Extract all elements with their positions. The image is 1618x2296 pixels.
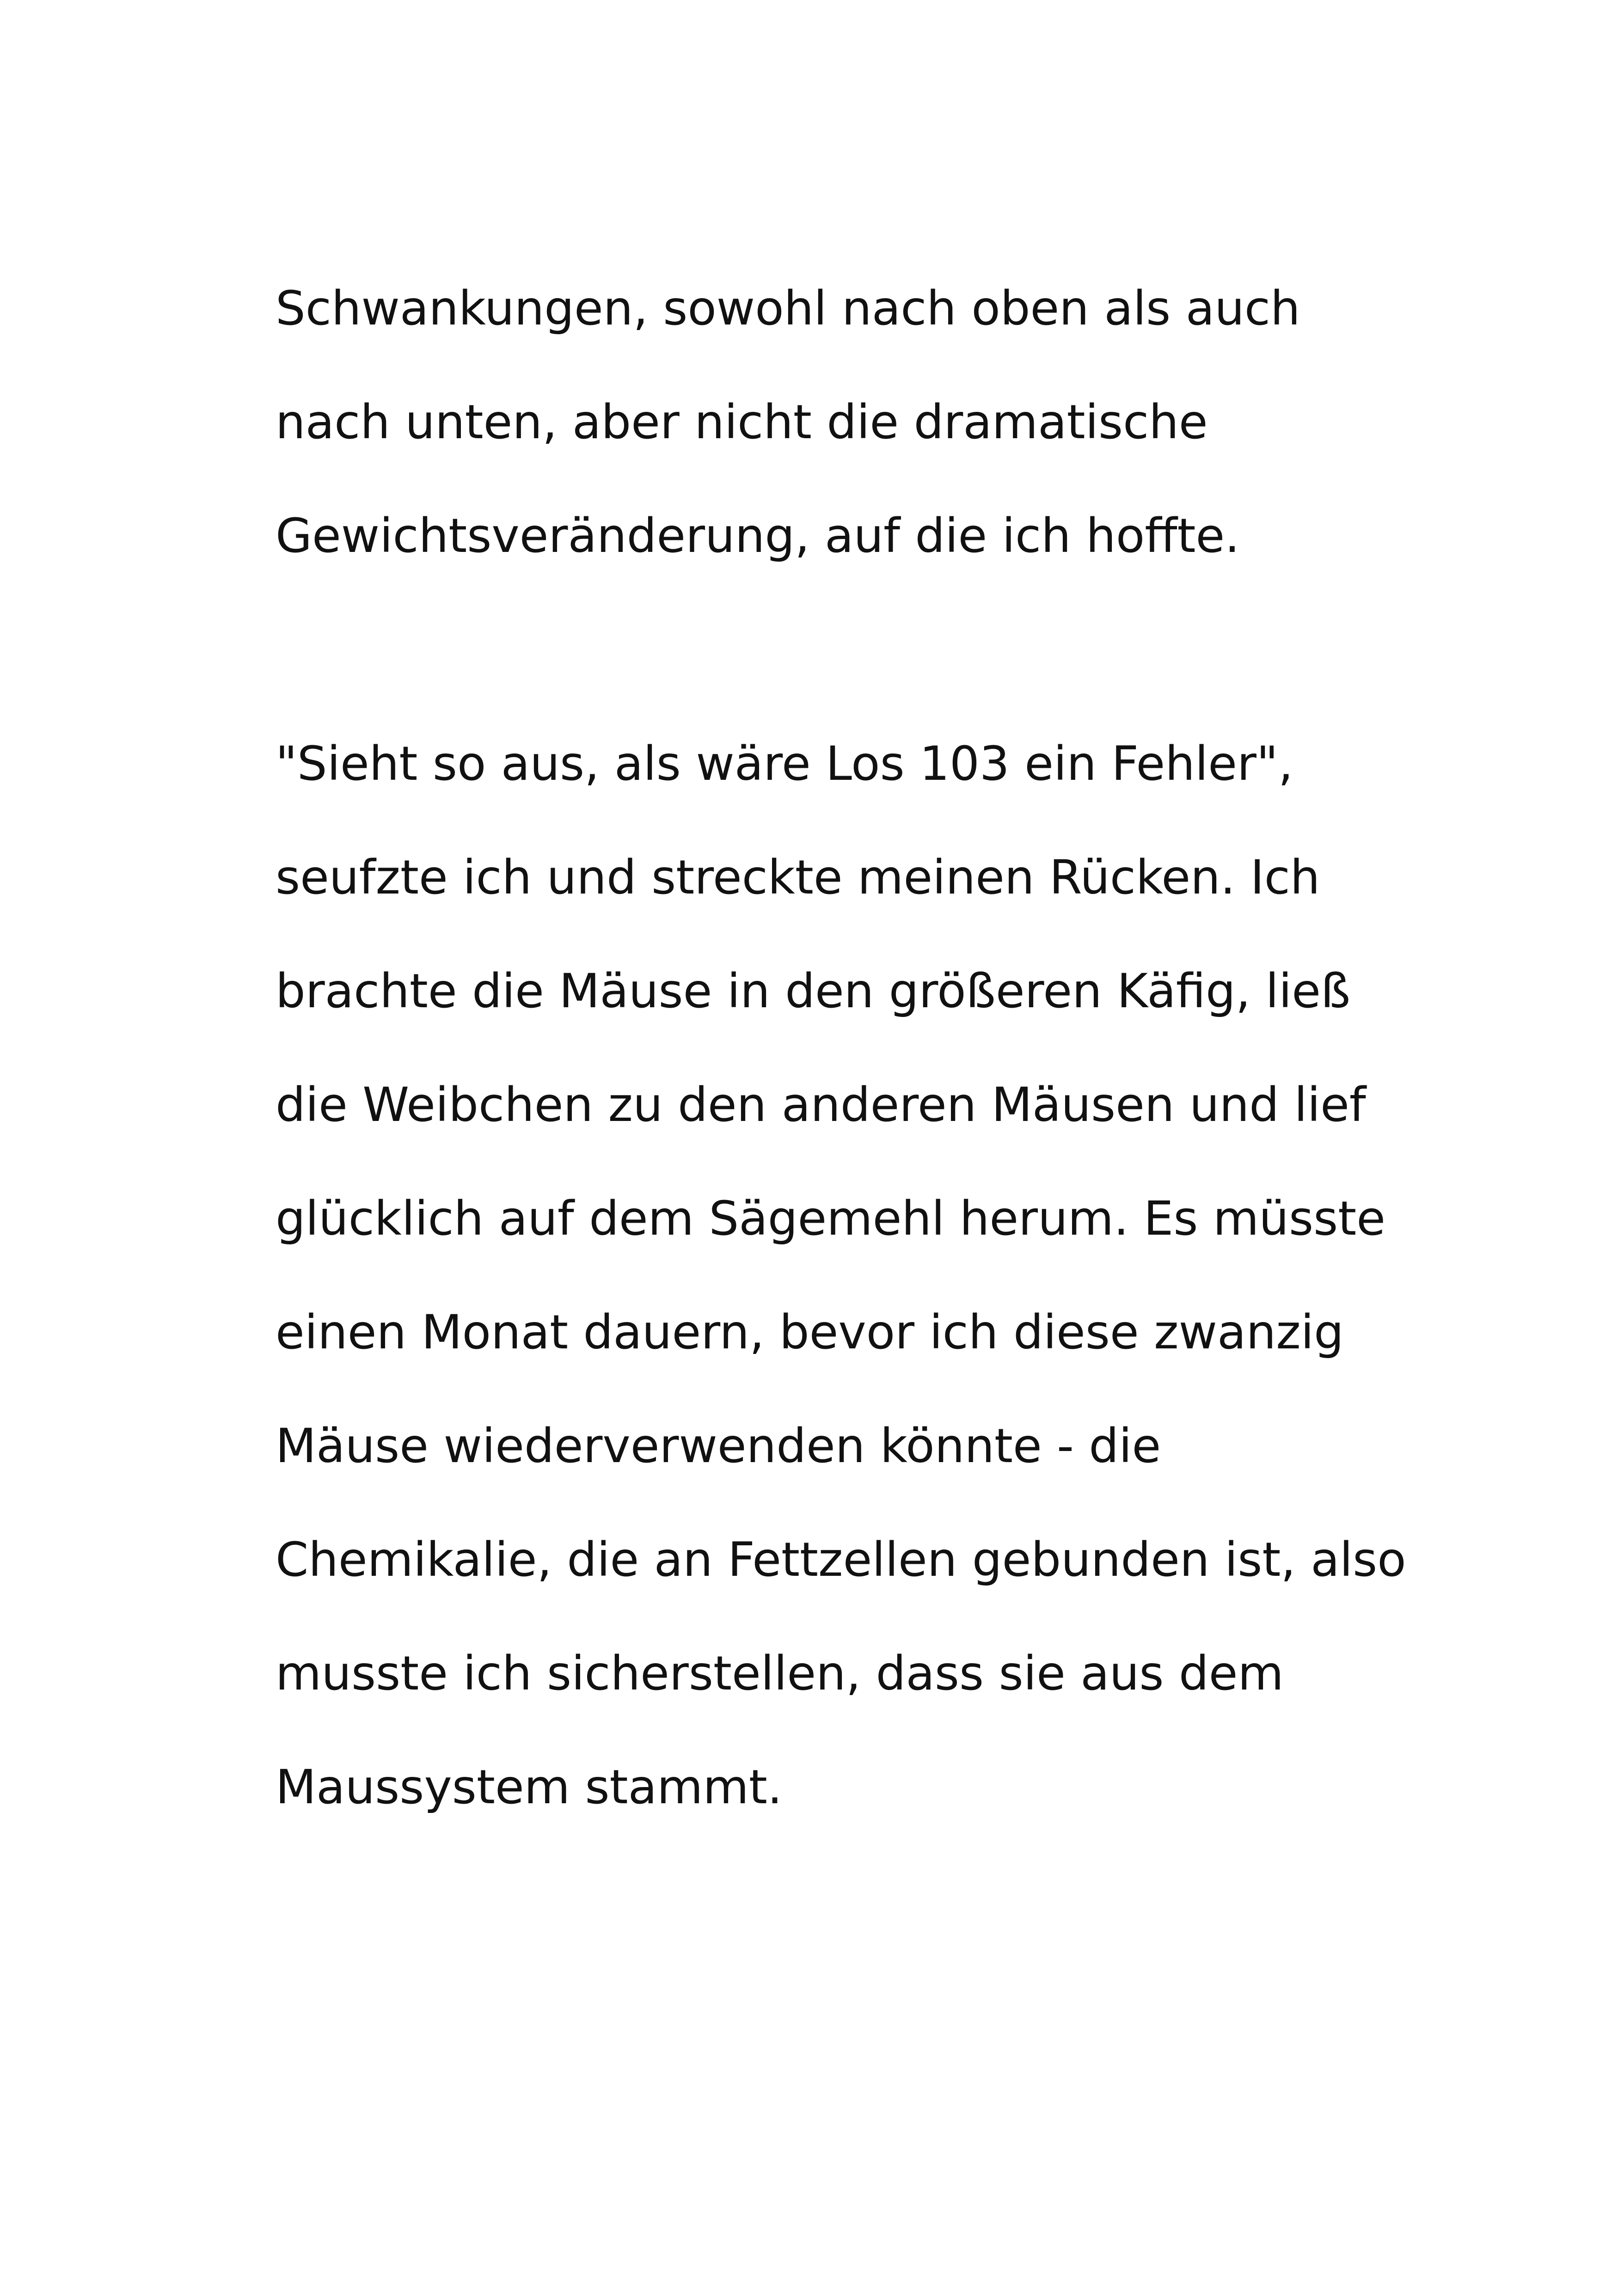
text-line: brachte die Mäuse in den größeren Käfig, ließ (276, 964, 1351, 1019)
text-line: musste ich sicherstellen, dass sie aus dem (276, 1646, 1284, 1701)
paragraph-1 (276, 252, 1431, 593)
paragraph-2 (276, 707, 1431, 1844)
text-line: glücklich auf dem Sägemehl herum. Es müsste (276, 1191, 1385, 1246)
text-line: Chemikalie, die an Fettzellen gebunden ist, also (276, 1532, 1406, 1587)
text-line: seufzte ich und streckte meinen Rücken. Ich (276, 850, 1320, 905)
text-line: "Sieht so aus, als wäre Los 103 ein Fehler", (276, 736, 1293, 791)
text-line: einen Monat dauern, bevor ich diese zwanzig (276, 1305, 1344, 1360)
text-line: Maussystem stammt. (276, 1760, 783, 1815)
text-line: die Weibchen zu den anderen Mäusen und lief (276, 1078, 1366, 1133)
text-line: Gewichtsveränderung, auf die ich hoffte. (276, 508, 1240, 563)
text-line: Mäuse wiederverwenden könnte - die (276, 1419, 1161, 1474)
text-line: Schwankungen, sowohl nach oben als auch (276, 281, 1300, 336)
text-line: nach unten, aber nicht die dramatische (276, 395, 1208, 450)
